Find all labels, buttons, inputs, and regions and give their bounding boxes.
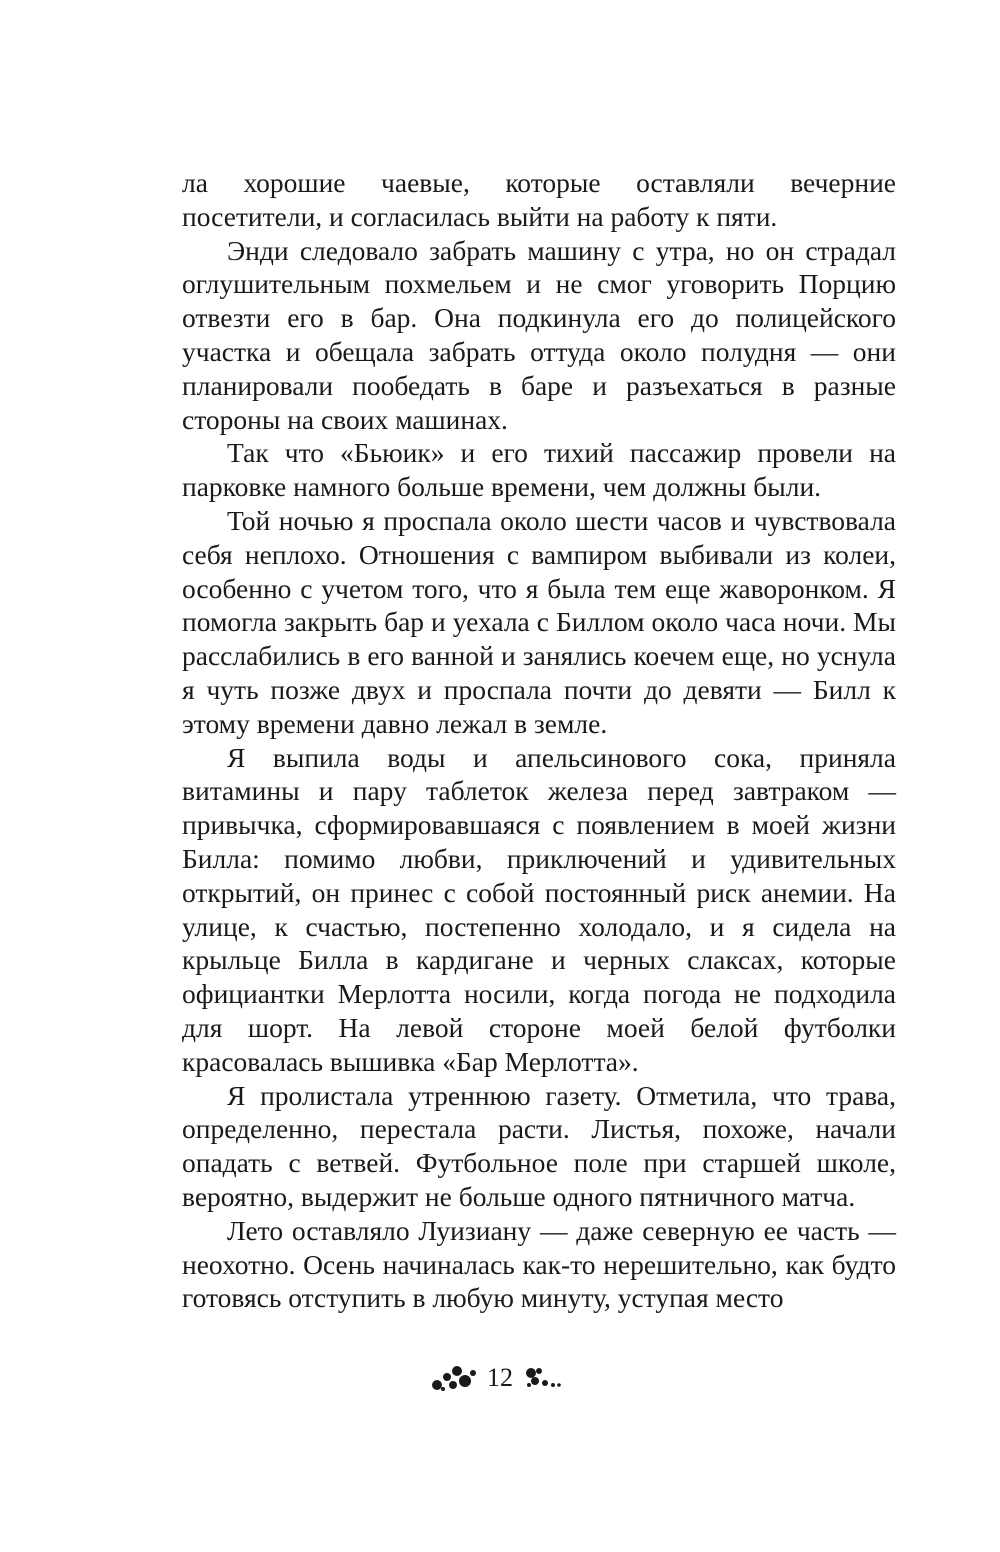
ink-blot-ornament-icon <box>429 1363 479 1393</box>
body-text <box>182 166 896 1315</box>
paragraph: Той ночью я проспала около шести часов и чувствовала себя неплохо. Отношения с вампиром выбивали из колеи, особенно с учетом того, что я была тем еще жаворонком. Я помогла закрыть бар и уехала с Биллом около часа ночи. Мы расслабились в его ванной и занялись коечем еще, но уснула я чуть позже двух и проспала почти до девяти — Билл к этому времени давно лежал в земле. <box>182 504 896 739</box>
paragraph: Энди следовало забрать машину с утра, но он страдал оглушительным похмельем и не смог уговорить Порцию отвезти его в бар. Она подкинула его до полицейского участка и обещала забрать оттуда около полудня — они планировали пообедать в баре и разъехаться в разные стороны на своих машинах. <box>182 234 896 435</box>
paragraph: ла хорошие чаевые, которые оставляли вечерние посетители, и согласилась выйти на работу к пяти. <box>182 167 896 232</box>
paragraph: Я пролистала утреннюю газету. Отметила, что трава, определенно, перестала расти. Листья, похоже, начали опадать с ветвей. Футбольное поле при старшей школе, вероятно, выдержит не больше одного пятничного матча. <box>182 1079 896 1212</box>
ink-blot-ornament-icon <box>521 1363 571 1393</box>
page-footer <box>0 1358 1000 1398</box>
page-number: 12 <box>487 1363 513 1392</box>
paragraph: Так что «Бьюик» и его тихий пассажир провели на парковке намного больше времени, чем должны были. <box>182 437 896 503</box>
paragraph: Лето оставляло Луизиану — даже северную ее часть — неохотно. Осень начиналась как-то нерешительно, как будто готовясь отступить в любую минуту, уступая место <box>182 1214 896 1314</box>
paragraph: Я выпила воды и апельсинового сока, приняла витамины и пару таблеток железа перед завтраком — привычка, сформировавшаяся с появлением в моей жизни Билла: помимо любви, приключений и удивительных открытий, он принес с собой постоянный риск анемии. На улице, к счастью, постепенно холодало, и я сидела на крыльце Билла в кардигане и черных слаксах, которые официантки Мерлотта носили, когда погода не подходила для шорт. На левой стороне моей белой футболки красовалась вышивка «Бар Мерлотта». <box>182 741 896 1077</box>
